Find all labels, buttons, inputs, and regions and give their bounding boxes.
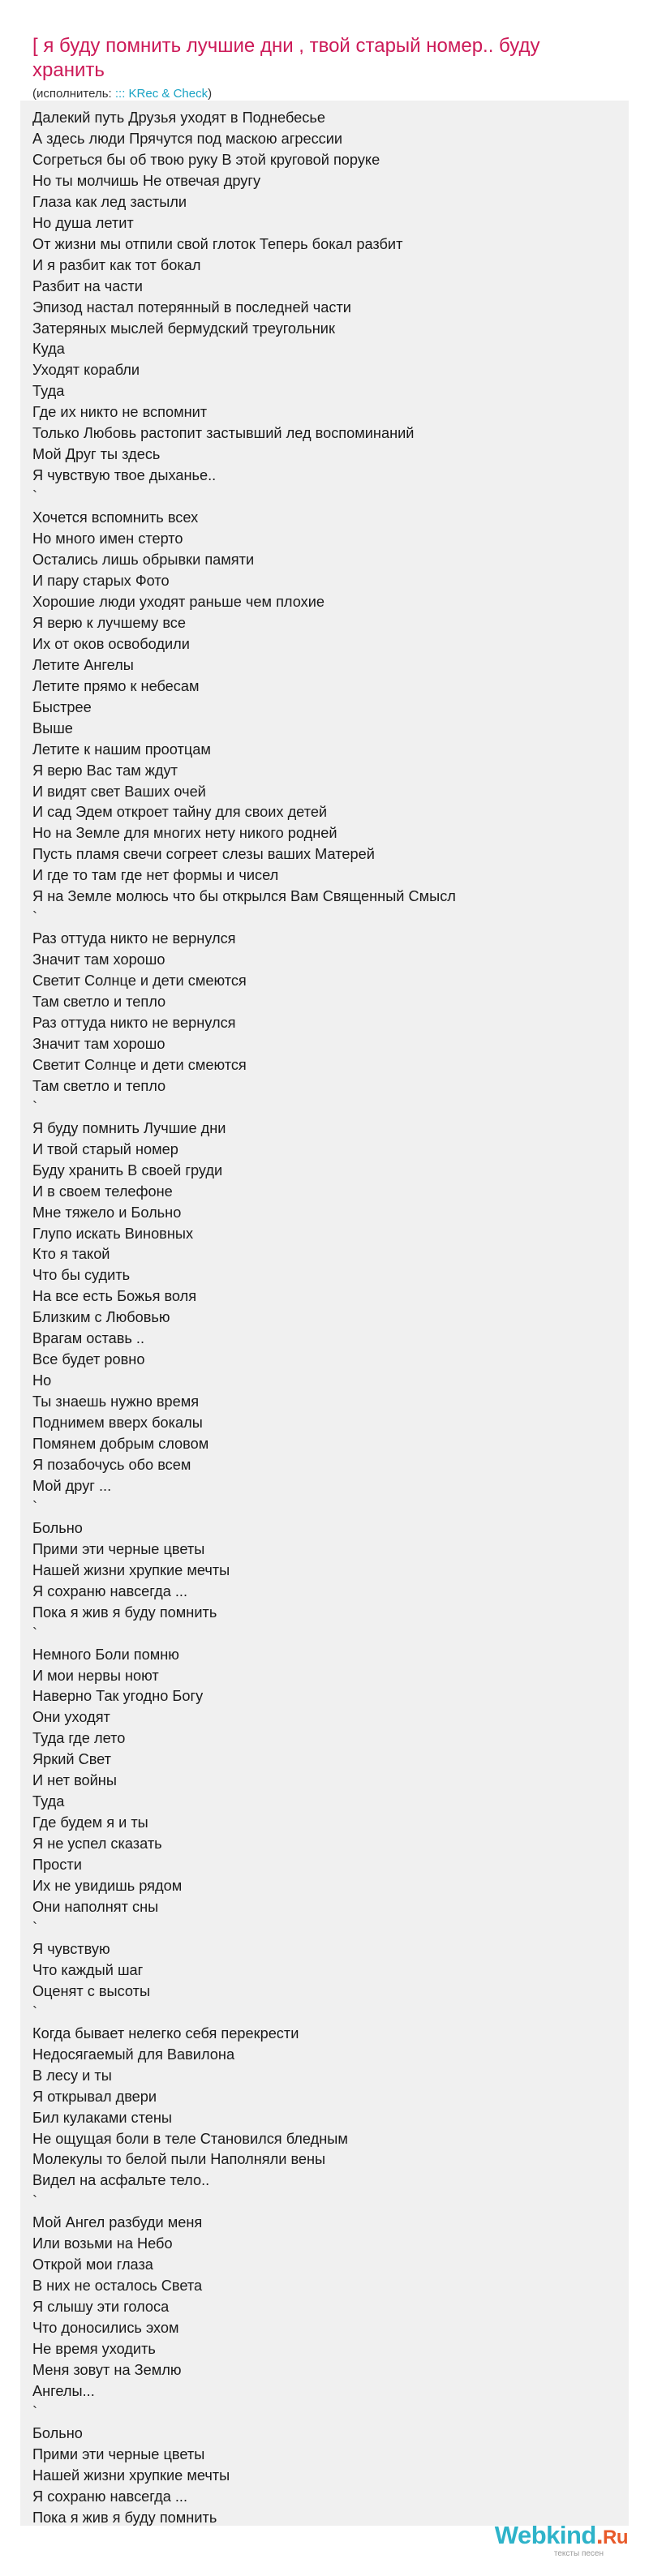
performer-suffix: ) — [208, 87, 213, 101]
performer-prefix: (исполнитель: — [32, 87, 115, 101]
logo-subtitle: тексты песен — [553, 2549, 604, 2558]
logo-wordmark — [495, 2522, 628, 2551]
song-title: [ я буду помнить лучшие дни , твой старый номер.. буду хранить — [32, 35, 540, 81]
logo-ru: Ru — [603, 2527, 628, 2548]
site-logo[interactable] — [495, 2522, 628, 2558]
lyrics-text: Далекий путь Друзья уходят в Поднебесье А здесь люди Прячутся под маскою агрессии Согреться бы об твою руку В этой круговой поруке Но ты молчишь Не отвечая другу Глаза как лед застыли Но душа летит От жизни мы отпили свой глоток Теперь бокал разбит И я разбит как тот бокал Разбит на части Эпизод настал потерянный в последней части Затеряных мыслей бермудский треугольник Куда Уходят корабли Туда Где их никто не вспомнит Только Любовь растопит застывший лед воспоминаний Мой Друг ты здесь Я чувствую твое дыханье.. ` Хочется вспомнить всех Но много имен стерто Остались лишь обрывки памяти И пару старых Фото Хорошие люди уходят раньше чем плохие Я верю к лучшему все Их от оков освободили Летите Ангелы Летите прямо к небесам Быстрее Выше Летите к нашим проотцам Я верю Вас там ждут И видят свет Ваших очей И сад Эдем откроет тайну для своих детей Но на Земле для многих нету никого родней Пусть пламя свечи согреет слезы ваших Матерей И где то там где нет формы и чисел Я на Земле молюсь что бы открылся Вам Священный Смысл ` Раз оттуда никто не вернулся Значит там хорошо Светит Солнце и дети смеются Там светло и тепло Раз оттуда никто не вернулся Значит там хорошо Светит Солнце и дети смеются Там светло и тепло ` Я буду помнить Лучшие дни И твой старый номер Буду хранить В своей груди И в своем телефоне Мне тяжело и Больно Глупо искать Виновных Кто я такой Что бы судить На все есть Божья воля Близким с Любовью Врагам оставь .. Все будет ровно Но Ты знаешь нужно время Поднимем вверх бокалы Помянем добрым словом Я позабочусь обо всем Мой друг ... ` Больно Прими эти черные цветы Нашей жизни хрупкие мечты Я сохраню навсегда ... Пока я жив я буду помнить ` Немного Боли помню И мои нервы ноют Наверно Так угодно Богу Они уходят Туда где лето Яркий Свет И нет войны Туда Где будем я и ты Я не успел сказать Прости Их не увидишь рядом Они наполнят сны ` Я чувствую Что каждый шаг Оценят с высоты ` Когда бывает нелегко себя перекрести Недосягаемый для Вавилона В лесу и ты Я открывал двери Бил кулаками стены Не ощущая боли в теле Становился бледным Молекулы то белой пыли Наполняли вены Видел на асфальте тело.. ` Мой Ангел разбуди меня Или возьми на Небо Открой мои глаза В них не осталось Света Я слышу эти голоса Что доносились эхом Не время уходить Меня зовут на Землю Ангелы... ` Больно Прими эти черные цветы Нашей жизни хрупкие мечты Я сохраню навсегда ... Пока я жив я буду помнить — [32, 109, 456, 2526]
logo-dot: . — [595, 2521, 603, 2549]
song-header — [32, 34, 617, 102]
performer-line — [32, 86, 617, 102]
logo-web: Web — [494, 2521, 547, 2549]
logo-kind: kind — [546, 2521, 596, 2549]
performer-link[interactable]: ::: KRec & Check — [114, 87, 208, 101]
